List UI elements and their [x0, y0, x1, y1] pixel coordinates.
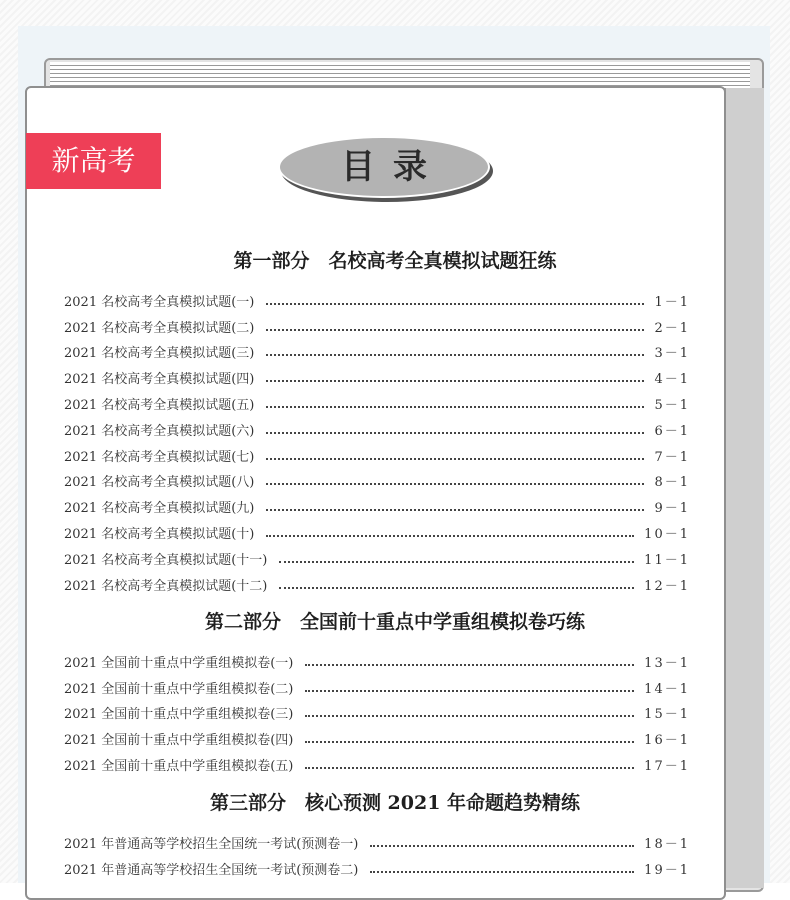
book-page-edges [50, 62, 750, 88]
toc-entry[interactable] [64, 439, 690, 465]
toc-entry[interactable] [64, 826, 690, 852]
toc-entry-title: 2021 名校高考全真模拟试题(三) [64, 346, 255, 362]
page-title: 目录 [278, 136, 490, 198]
dot-leader [370, 845, 634, 847]
toc-entry-page-number: 6－1 [654, 423, 690, 439]
toc-entry-page-number: 12－1 [644, 578, 690, 594]
dot-leader [266, 432, 644, 434]
toc-entry[interactable] [64, 645, 690, 671]
toc-entry-page-number: 13－1 [644, 655, 690, 671]
toc-entry-title: 2021 名校高考全真模拟试题(六) [64, 423, 255, 439]
dot-leader [266, 303, 644, 305]
toc-entry-title: 2021 名校高考全真模拟试题(八) [64, 475, 255, 491]
toc-entry[interactable] [64, 387, 690, 413]
dot-leader [305, 690, 634, 692]
toc-entry-page-number: 7－1 [654, 449, 690, 465]
toc-entry-page-number: 11－1 [644, 552, 690, 568]
toc-entry-page-number: 8－1 [654, 475, 690, 491]
toc-entry-page-number: 3－1 [654, 346, 690, 362]
dot-leader [266, 406, 644, 408]
toc-entry-page-number: 10－1 [644, 526, 690, 542]
toc-entry-page-number: 17－1 [644, 758, 690, 774]
toc-entry-page-number: 14－1 [644, 681, 690, 697]
toc-entry-title: 2021 全国前十重点中学重组模拟卷(五) [64, 758, 294, 774]
dot-leader [370, 871, 634, 873]
dot-leader [266, 509, 644, 511]
toc-entry-page-number: 18－1 [644, 836, 690, 852]
toc-entry-title: 2021 名校高考全真模拟试题(十) [64, 526, 255, 542]
dot-leader [279, 561, 634, 563]
toc-entry-page-number: 4－1 [654, 372, 690, 388]
section-3-heading: 第三部分 核心预测 2021 年命题趋势精练 [209, 792, 581, 814]
toc-entry-page-number: 5－1 [654, 397, 690, 413]
dot-leader [266, 329, 644, 331]
toc-entry-title: 2021 名校高考全真模拟试题(十一) [64, 552, 268, 568]
toc-entry-title: 2021 全国前十重点中学重组模拟卷(四) [64, 733, 294, 749]
toc-entry[interactable] [64, 722, 690, 748]
book-spine-edge [724, 88, 764, 888]
dot-leader [266, 354, 644, 356]
toc-entry[interactable] [64, 490, 690, 516]
toc-entry[interactable] [64, 465, 690, 491]
dot-leader [305, 767, 634, 769]
dot-leader [305, 715, 634, 717]
toc-entry[interactable] [64, 336, 690, 362]
toc-entry-title: 2021 全国前十重点中学重组模拟卷(三) [64, 707, 294, 723]
toc-entry[interactable] [64, 568, 690, 594]
toc-entry-title: 2021 名校高考全真模拟试题(一) [64, 294, 255, 310]
toc-entry[interactable] [64, 671, 690, 697]
new-gaokao-tag: 新高考 [26, 133, 161, 189]
toc-entry[interactable] [64, 284, 690, 310]
dot-leader [266, 483, 644, 485]
toc-entry-page-number: 15－1 [644, 707, 690, 723]
toc-entry[interactable] [64, 361, 690, 387]
toc-entry-page-number: 9－1 [654, 501, 690, 517]
toc-entry[interactable] [64, 697, 690, 723]
dot-leader [305, 664, 634, 666]
toc-entry[interactable] [64, 748, 690, 774]
section-2-list [64, 645, 690, 774]
section-2-heading: 第二部分 全国前十重点中学重组模拟卷巧练 [204, 611, 585, 633]
toc-entry-title: 2021 名校高考全真模拟试题(五) [64, 397, 255, 413]
toc-entry[interactable] [64, 413, 690, 439]
toc-entry-title: 2021 全国前十重点中学重组模拟卷(一) [64, 655, 294, 671]
section-1-list [64, 284, 690, 594]
toc-entry-page-number: 1－1 [654, 294, 690, 310]
toc-entry-title: 2021 名校高考全真模拟试题(七) [64, 449, 255, 465]
toc-entry-title: 2021 年普通高等学校招生全国统一考试(预测卷一) [64, 836, 359, 852]
dot-leader [305, 741, 634, 743]
toc-entry[interactable] [64, 852, 690, 878]
toc-entry-title: 2021 名校高考全真模拟试题(四) [64, 372, 255, 388]
toc-entry-title: 2021 名校高考全真模拟试题(十二) [64, 578, 268, 594]
toc-entry-title: 2021 名校高考全真模拟试题(二) [64, 320, 255, 336]
section-3-list [64, 826, 690, 878]
dot-leader [266, 458, 644, 460]
toc-entry-title: 2021 年普通高等学校招生全国统一考试(预测卷二) [64, 862, 359, 878]
toc-entry[interactable] [64, 542, 690, 568]
toc-entry-title: 2021 名校高考全真模拟试题(九) [64, 501, 255, 517]
toc-entry-page-number: 19－1 [644, 862, 690, 878]
toc-entry-title: 2021 全国前十重点中学重组模拟卷(二) [64, 681, 294, 697]
dot-leader [279, 587, 634, 589]
toc-entry-page-number: 2－1 [654, 320, 690, 336]
dot-leader [266, 380, 644, 382]
section-1-heading: 第一部分 名校高考全真模拟试题狂练 [233, 250, 557, 272]
dot-leader [266, 535, 634, 537]
toc-entry[interactable] [64, 516, 690, 542]
toc-entry-page-number: 16－1 [644, 733, 690, 749]
toc-entry[interactable] [64, 310, 690, 336]
